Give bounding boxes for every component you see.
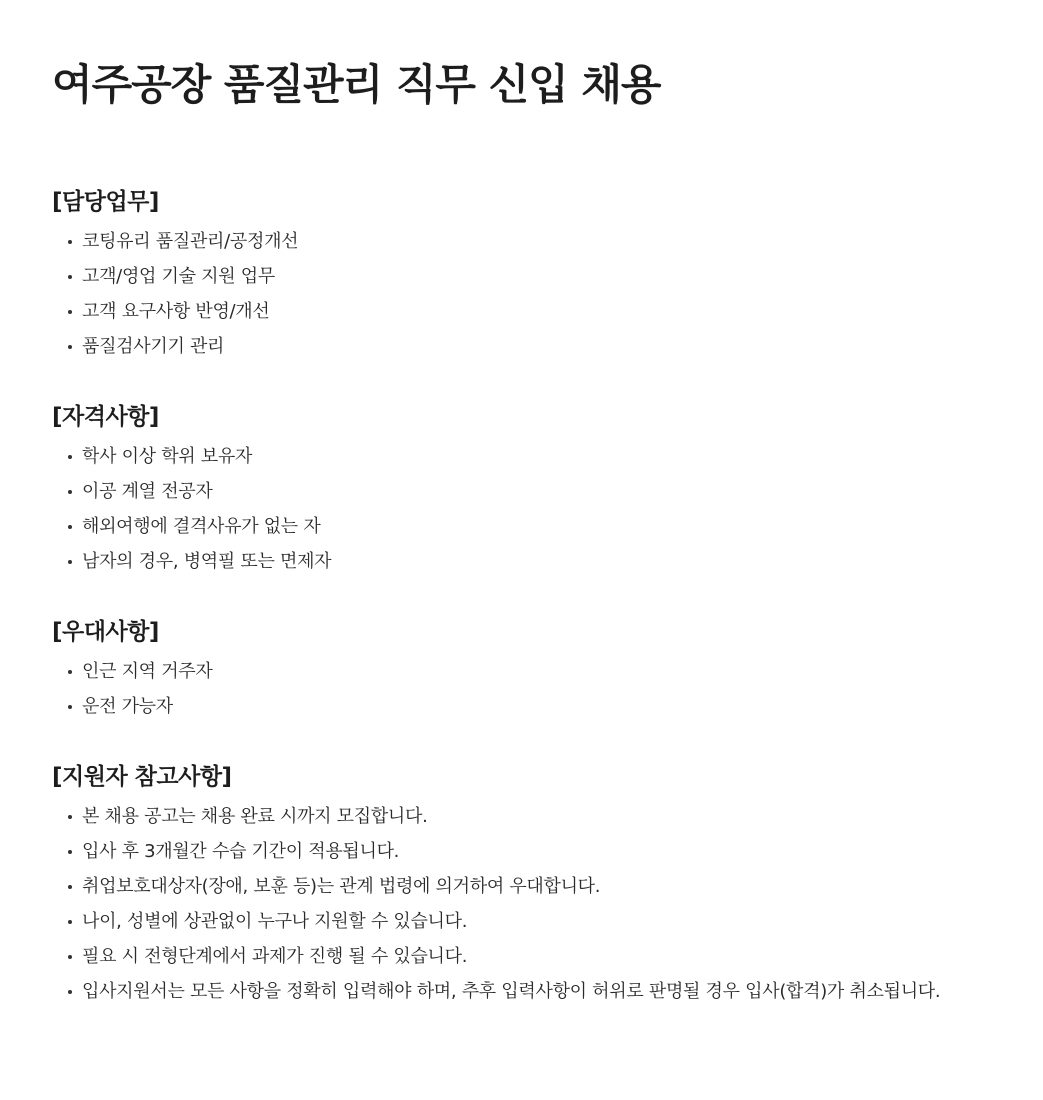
duties-list <box>52 224 991 364</box>
list-item: 입사지원서는 모든 사항을 정확히 입력해야 하며, 추후 입력사항이 허위로 판명될 경우 입사(합격)가 취소됩니다. <box>66 974 991 1009</box>
preferences-list <box>52 654 991 724</box>
section-heading-duties: [담당업무] <box>52 189 159 215</box>
list-item: 본 채용 공고는 채용 완료 시까지 모집합니다. <box>66 799 991 834</box>
section-preferences <box>52 616 991 724</box>
list-item: 품질검사기기 관리 <box>66 329 991 364</box>
list-item: 필요 시 전형단계에서 과제가 진행 될 수 있습니다. <box>66 939 991 974</box>
list-item: 운전 가능자 <box>66 689 991 724</box>
qualifications-list <box>52 439 991 579</box>
list-item: 나이, 성별에 상관없이 누구나 지원할 수 있습니다. <box>66 904 991 939</box>
list-item: 고객/영업 기술 지원 업무 <box>66 259 991 294</box>
list-item: 해외여행에 결격사유가 없는 자 <box>66 509 991 544</box>
applicant-notes-list <box>52 799 991 1009</box>
posting-sections <box>52 186 991 1009</box>
list-item: 취업보호대상자(장애, 보훈 등)는 관계 법령에 의거하여 우대합니다. <box>66 869 991 904</box>
list-item: 남자의 경우, 병역필 또는 면제자 <box>66 544 991 579</box>
list-item: 입사 후 3개월간 수습 기간이 적용됩니다. <box>66 834 991 869</box>
list-item: 코팅유리 품질관리/공정개선 <box>66 224 991 259</box>
list-item: 이공 계열 전공자 <box>66 474 991 509</box>
section-heading-qualifications: [자격사항] <box>52 404 159 430</box>
section-qualifications <box>52 401 991 579</box>
section-heading-preferences: [우대사항] <box>52 619 159 645</box>
list-item: 인근 지역 거주자 <box>66 654 991 689</box>
page-title: 여주공장 품질관리 직무 신입 채용 <box>52 60 661 109</box>
section-duties <box>52 186 991 364</box>
section-heading-applicant-notes: [지원자 참고사항] <box>52 764 232 790</box>
list-item: 학사 이상 학위 보유자 <box>66 439 991 474</box>
section-applicant-notes <box>52 761 991 1009</box>
list-item: 고객 요구사항 반영/개선 <box>66 294 991 329</box>
